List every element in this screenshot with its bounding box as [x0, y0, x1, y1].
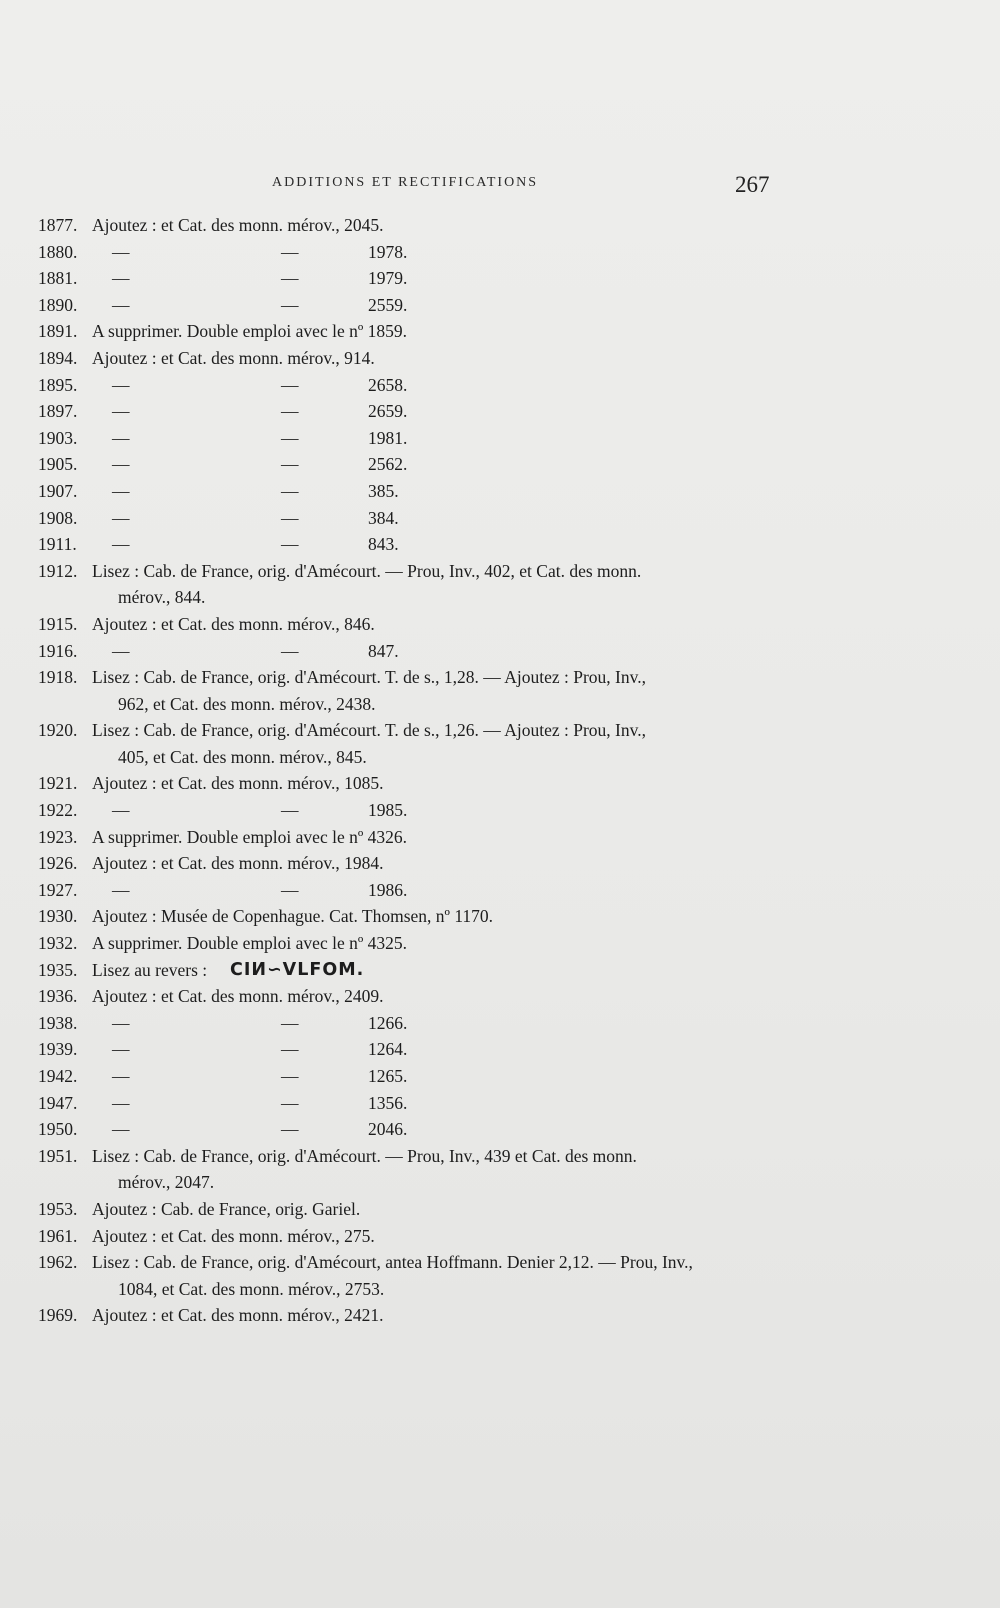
- entry-number: 1897.: [38, 401, 78, 422]
- list-item: [38, 664, 778, 717]
- list-item: [38, 345, 778, 372]
- entry-text: Ajoutez : et Cat. des monn. mérov., 2409.: [92, 986, 384, 1007]
- page-number: 267: [735, 172, 770, 197]
- list-item: [38, 1196, 778, 1223]
- list-item: [38, 611, 778, 638]
- entry-number: 1950.: [38, 1119, 78, 1140]
- entry-value: 1266.: [368, 1012, 408, 1033]
- list-item: [38, 239, 778, 266]
- coin-inscription: CIИ∽VLFOM.: [230, 959, 365, 980]
- entry-text: A supprimer. Double emploi avec le nº 1859.: [92, 321, 408, 342]
- entry-number: 1938.: [38, 1012, 78, 1033]
- entry-text: Ajoutez : et Cat. des monn. mérov., 846.: [92, 613, 375, 634]
- entry-number: 1915.: [38, 613, 78, 634]
- ditto-mark: —: [281, 507, 299, 528]
- list-item: [38, 318, 778, 345]
- list-item: [38, 770, 778, 797]
- list-item: [38, 372, 778, 399]
- list-item: [38, 930, 778, 957]
- entry-number: 1926.: [38, 853, 78, 874]
- entry-number: 1890.: [38, 294, 78, 315]
- entry-value: 1986.: [368, 879, 408, 900]
- ditto-mark: —: [281, 374, 299, 395]
- ditto-mark: —: [112, 879, 130, 900]
- ditto-mark: —: [112, 507, 130, 528]
- entry-text: Ajoutez : et Cat. des monn. mérov., 914.: [92, 347, 375, 368]
- entry-number: 1939.: [38, 1039, 78, 1060]
- entry-value: 2046.: [368, 1119, 408, 1140]
- entry-text: Ajoutez : Musée de Copenhague. Cat. Thomsen, nº 1170.: [92, 906, 494, 927]
- entry-value: 1265.: [368, 1066, 408, 1086]
- list-item: [38, 265, 778, 292]
- entry-number: 1903.: [38, 427, 78, 448]
- list-item: [38, 451, 778, 478]
- ditto-mark: —: [112, 1012, 130, 1033]
- entry-value: 2562.: [368, 454, 408, 475]
- entry-number: 1942.: [38, 1066, 78, 1086]
- entry-number: 1905.: [38, 454, 78, 475]
- list-item: [38, 1063, 778, 1090]
- ditto-mark: —: [281, 427, 299, 448]
- entry-value: 384.: [368, 507, 399, 528]
- entry-number: 1894.: [38, 347, 78, 368]
- list-item: [38, 903, 778, 930]
- list-item: [38, 425, 778, 452]
- list-item: [38, 1090, 778, 1117]
- ditto-mark: —: [112, 1066, 130, 1086]
- list-item: [38, 398, 778, 425]
- entry-continuation: mérov., 2047.: [118, 1172, 215, 1193]
- entry-text: Ajoutez : et Cat. des monn. mérov., 1085.: [92, 773, 384, 794]
- ditto-mark: —: [281, 879, 299, 900]
- list-item: [38, 983, 778, 1010]
- corrections-list: [38, 212, 778, 1329]
- entry-number: 1962.: [38, 1252, 78, 1273]
- entry-text: A supprimer. Double emploi avec le nº 4326.: [92, 826, 408, 847]
- list-item: [38, 1302, 778, 1329]
- entry-text: Ajoutez : et Cat. des monn. mérov., 1984.: [92, 853, 384, 874]
- entry-value: 2559.: [368, 294, 408, 315]
- entry-number: 1881.: [38, 268, 78, 289]
- entry-value: 847.: [368, 640, 399, 661]
- list-item: [38, 1223, 778, 1250]
- entry-number: 1880.: [38, 241, 78, 262]
- ditto-mark: —: [112, 534, 130, 555]
- entry-text: Lisez au revers :: [92, 959, 208, 980]
- entry-text: Lisez : Cab. de France, orig. d'Amécourt. — Prou, Inv., 439 et Cat. des monn.: [92, 1145, 637, 1166]
- list-item: [38, 1249, 778, 1302]
- entry-text: Ajoutez : et Cat. des monn. mérov., 275.: [92, 1225, 375, 1246]
- entry-number: 1969.: [38, 1305, 78, 1326]
- entry-number: 1923.: [38, 826, 78, 847]
- ditto-mark: —: [281, 800, 299, 821]
- entry-number: 1932.: [38, 933, 78, 954]
- ditto-mark: —: [281, 268, 299, 289]
- list-item: [38, 1036, 778, 1063]
- ditto-mark: —: [112, 1092, 130, 1113]
- ditto-mark: —: [281, 294, 299, 315]
- list-item: [38, 478, 778, 505]
- list-item: [38, 638, 778, 665]
- entry-text: Lisez : Cab. de France, orig. d'Amécourt. T. de s., 1,28. — Ajoutez : Prou, Inv.,: [92, 667, 646, 688]
- entry-value: 1356.: [368, 1092, 408, 1113]
- entry-number: 1920.: [38, 720, 78, 741]
- ditto-mark: —: [281, 454, 299, 475]
- entry-number: 1912.: [38, 560, 78, 581]
- entry-number: 1927.: [38, 879, 78, 900]
- entry-value: 2658.: [368, 374, 408, 395]
- entry-text: A supprimer. Double emploi avec le nº 4325.: [92, 933, 408, 954]
- entry-value: 2659.: [368, 401, 408, 422]
- ditto-mark: —: [281, 640, 299, 661]
- ditto-mark: —: [112, 294, 130, 315]
- entry-number: 1951.: [38, 1145, 78, 1166]
- entry-number: 1918.: [38, 667, 78, 688]
- list-item: [38, 292, 778, 319]
- entry-number: 1953.: [38, 1198, 78, 1219]
- list-item: [38, 797, 778, 824]
- entry-continuation: mérov., 844.: [118, 587, 206, 608]
- entry-continuation: 405, et Cat. des monn. mérov., 845.: [118, 746, 367, 767]
- ditto-mark: —: [112, 401, 130, 422]
- entry-value: 1264.: [368, 1039, 408, 1060]
- entry-number: 1961.: [38, 1225, 78, 1246]
- list-item: [38, 877, 778, 904]
- ditto-mark: —: [112, 640, 130, 661]
- ditto-mark: —: [281, 241, 299, 262]
- entry-number: 1916.: [38, 640, 78, 661]
- entry-number: 1895.: [38, 374, 78, 395]
- entry-number: 1921.: [38, 773, 78, 794]
- page-header: [0, 172, 1000, 202]
- list-item: [38, 212, 778, 239]
- entry-text: Ajoutez : et Cat. des monn. mérov., 2421.: [92, 1305, 384, 1326]
- list-item: [38, 558, 778, 611]
- entry-value: 1979.: [368, 268, 408, 289]
- list-item: [38, 1010, 778, 1037]
- entry-value: 385.: [368, 480, 399, 501]
- entry-text: Lisez : Cab. de France, orig. d'Amécourt. — Prou, Inv., 402, et Cat. des monn.: [92, 560, 642, 581]
- entry-value: 1981.: [368, 427, 408, 448]
- entry-number: 1911.: [38, 534, 77, 555]
- ditto-mark: —: [281, 1119, 299, 1140]
- ditto-mark: —: [281, 1012, 299, 1033]
- entry-number: 1936.: [38, 986, 78, 1007]
- list-item: [38, 850, 778, 877]
- entry-text: Lisez : Cab. de France, orig. d'Amécourt. T. de s., 1,26. — Ajoutez : Prou, Inv.,: [92, 720, 646, 741]
- list-item: [38, 824, 778, 851]
- list-item: [38, 505, 778, 532]
- running-title: ADDITIONS ET RECTIFICATIONS: [272, 175, 539, 190]
- ditto-mark: —: [112, 480, 130, 501]
- entry-text: Lisez : Cab. de France, orig. d'Amécourt, antea Hoffmann. Denier 2,12. — Prou, Inv.,: [92, 1252, 693, 1273]
- entry-number: 1935.: [38, 959, 78, 980]
- list-item: [38, 957, 778, 984]
- ditto-mark: —: [281, 401, 299, 422]
- ditto-mark: —: [112, 268, 130, 289]
- ditto-mark: —: [112, 800, 130, 821]
- entry-text: Ajoutez : Cab. de France, orig. Gariel.: [92, 1198, 361, 1219]
- entry-value: 1978.: [368, 241, 408, 262]
- list-item: [38, 531, 778, 558]
- entry-number: 1908.: [38, 507, 78, 528]
- list-item: [38, 717, 778, 770]
- ditto-mark: —: [112, 1119, 130, 1140]
- ditto-mark: —: [112, 454, 130, 475]
- ditto-mark: —: [281, 480, 299, 501]
- ditto-mark: —: [112, 374, 130, 395]
- entry-number: 1922.: [38, 800, 78, 821]
- entry-number: 1877.: [38, 215, 78, 235]
- entry-number: 1891.: [38, 321, 78, 342]
- entry-number: 1930.: [38, 906, 78, 927]
- entry-continuation: 1084, et Cat. des monn. mérov., 2753.: [118, 1278, 385, 1299]
- entry-value: 1985.: [368, 800, 408, 821]
- ditto-mark: —: [112, 1039, 130, 1060]
- ditto-mark: —: [112, 427, 130, 448]
- ditto-mark: —: [281, 534, 299, 555]
- list-item: [38, 1116, 778, 1143]
- entry-number: 1947.: [38, 1092, 78, 1113]
- list-item: [38, 1143, 778, 1196]
- ditto-mark: —: [281, 1039, 299, 1060]
- ditto-mark: —: [281, 1092, 299, 1113]
- ditto-mark: —: [281, 1066, 299, 1086]
- entry-value: 843.: [368, 534, 399, 555]
- entry-number: 1907.: [38, 480, 78, 501]
- entry-text: Ajoutez : et Cat. des monn. mérov., 2045.: [92, 215, 384, 235]
- entry-continuation: 962, et Cat. des monn. mérov., 2438.: [118, 693, 376, 714]
- ditto-mark: —: [112, 241, 130, 262]
